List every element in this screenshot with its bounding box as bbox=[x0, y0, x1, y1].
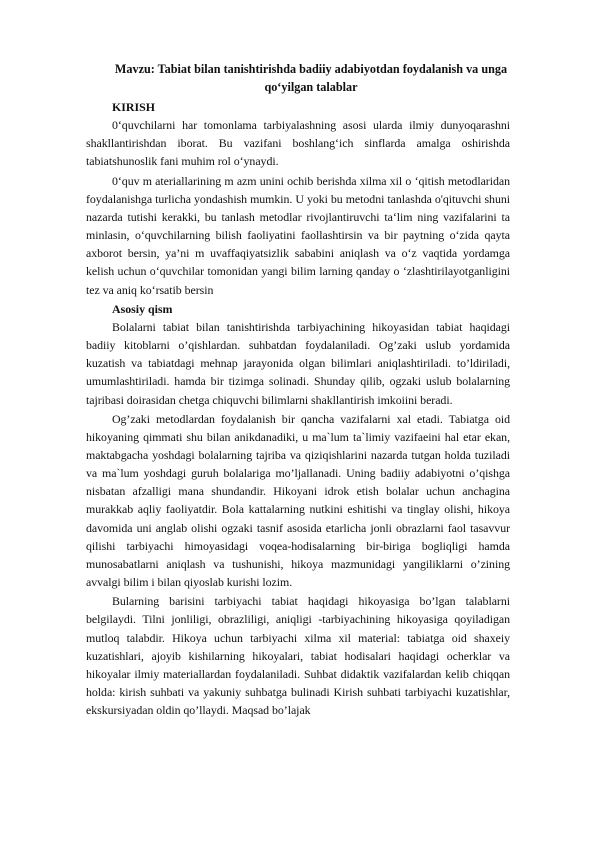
section-heading-kirish: KIRISH bbox=[112, 100, 155, 114]
paragraph-main-3: Bularning barisini tarbiyachi tabiat haqidagi hikoyasiga bo’lgan talablarni belgilaydi. Tilni jonliligi, obrazliligi, aniqligi -tarbiyachining hikoyasiga qoyiladigan mutloq talabdir. Hikoya uchun tarbiyachi xilma xil material: tabiatga oid shaxeiy kuzatishlari, ajoyib kishilarning hikoyalari, tabiat hodisalari haqidagi ocherklar va hikoyalar ilmiy materiallardan foydalaniladi. Suhbat didaktik vazifalardan kelib chiqqan holda: kirish suhbati va yakuniy suhbatga bulinadi Kirish suhbati tarbiyachi kuzatishlar, ekskursiyadan oldin qo’llaydi. Maqsad bo’lajak bbox=[86, 594, 510, 718]
paragraph-intro-1: 0‘quvchilarni har tomonlama tarbiyalashning asosi ularda ilmiy dunyoqarashni shakllantirishdan iborat. Bu vazifani boshlang‘ich sinflarda amalga oshirishda tabiatshunoslik fani muhim rol o‘ynaydi. bbox=[86, 118, 510, 169]
paragraph-main-1: Bolalarni tabiat bilan tanishtirishda tarbiyachining hikoyasidan tabiat haqidagi badiiy kitoblarni o’qishlardan. suhbatdan foydalaniladi. Og’zaki uslub yordamida kuzatish va tabiatdagi mehnap jarayonida olgan bilimlari aniqlashtiriladi. to’ldiriladi, umumlashtiriladi. hamda bir tizimga solinadi. Shunday qilib, ogzaki uslub bolalarning tajribasi doirasidan chetga chiquvchi bilimlarni shakllantirish imkoiini beradi. bbox=[86, 319, 510, 407]
paragraph-main-2: Og’zaki metodlardan foydalanish bir qancha vazifalarni xal etadi. Tabiatga oid hikoyaning qimmati shu bilan anikdanadiki, u ma`lum ta`limiy vazifaeini hal etar ekan, maktabgacha yoshdagi bolalarning tajriba va qiziqishlarini nazarda tutgan holda tuziladi va ma`lum yoshdagi guruh bolalariga mo’ljallanadi. Uning badiiy adabiyotni o’qishga nisbatan afzalligi mana shundandir. Hikoyani idrok etish bolalar uchun anchagina murakkab aqliy faoliyatdir. Bola kattalarning nutkini eshitishi va tinglay olishi, hikoya davomida uni anglab olishi ogzaki tasnif asosida etarlicha jonli obrazlarni faol tasavvur qilishi tarbiyachi himoyasidagi voqea-hodisalarning bir-biriga bogliqligi hamda munosabatlarni aniqlash va tushunishi, hikoya mazmunidagi yangiliklarni o’zining avvalgi bilim i bilan qiyoslab kurishi lozim. bbox=[86, 411, 510, 590]
paragraph-intro-2: 0‘quv m ateriallarining m azm unini ochib berishda xilma xil o ‘qitish metodlaridan foydalanishga turlicha yondashish mumkin. U yoki bu metodni tanlashda o'qituvchi shuni nazarda tutishi kerakki, bu tanlash metodlar rivojlantiruvchi ta‘lim ning vazifalarini ta minlasin, o‘quvchilarning bilish faoliyatini faollashtirsin va bir paytning o‘zida qayta axborot bersin, ya’ni m uvaffaqiyatsizlik sababini aniqlash va o‘z vaqtida yordamga kelish uchun o‘quvchilar tomonidan yangi bilim larning qanday o ‘zlashtirilayotganligini tez va aniq ko‘rsatib bersin bbox=[86, 173, 510, 297]
document-body bbox=[86, 60, 510, 720]
section-heading-asosiy-qism: Asosiy qism bbox=[112, 301, 173, 316]
document-title: Mavzu: Tabiat bilan tanishtirishda badiiy adabiyotdan foydalanish va unga qo‘yilgan talablar bbox=[114, 62, 508, 94]
